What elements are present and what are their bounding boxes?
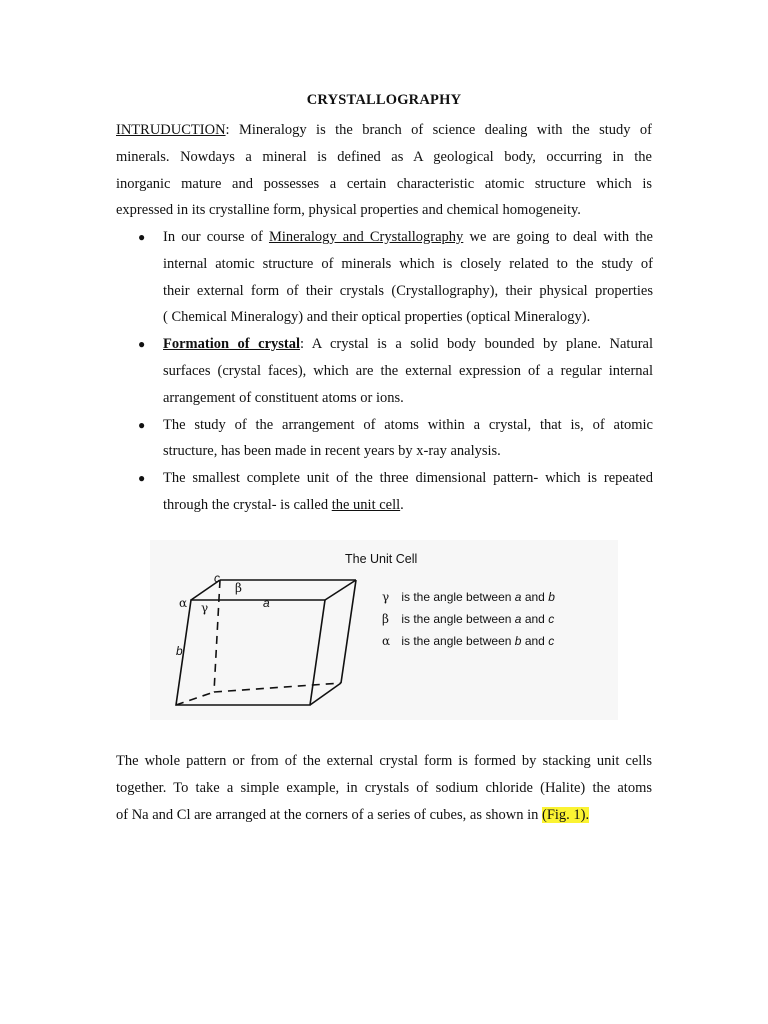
intro-line-1 [116, 117, 652, 144]
intro-line-1-text: : Mineralogy is the branch of science dealing with the study of [225, 122, 652, 138]
legend-symbol: α [382, 634, 391, 648]
closing-line-3 [116, 802, 652, 829]
label-alpha: α [179, 596, 188, 610]
bullet-item-1 [138, 224, 653, 331]
bullet-dot-icon: ● [138, 337, 146, 352]
intro-label: INTRUDUCTION [116, 122, 226, 138]
legend-symbol: β [382, 612, 389, 626]
right-back-edge [341, 580, 356, 683]
bullet-4-line-2 [163, 492, 653, 519]
bullet-1-line-3: their external form of their crystals (Crystallography), their physical properties [163, 282, 653, 299]
bullet-1-pre: In our course of [163, 229, 269, 245]
legend-row-gamma [382, 590, 555, 604]
legend-var-1: a [514, 590, 522, 604]
closing-line-3-text: of Na and Cl are arranged at the corners of a series of cubes, as shown in [116, 806, 542, 823]
label-beta: β [235, 581, 242, 595]
fig-1-reference: (Fig. 1). [541, 806, 590, 823]
bullet-item-3 [138, 412, 653, 466]
intro-paragraph [116, 117, 652, 224]
bullet-4-post: . [400, 496, 404, 513]
closing-line-1: The whole pattern or from of the external crystal form is formed by stacking unit cells [116, 753, 652, 769]
legend-var-2: b [548, 590, 555, 604]
bullet-4-pre: through the crystal- is called [163, 496, 332, 513]
legend-var-2: c [548, 612, 555, 626]
legend-text: is the angle between [401, 590, 512, 604]
legend-text: is the angle between [401, 612, 512, 626]
bullet-2-line-1 [163, 331, 653, 358]
bullet-4-line-1: The smallest complete unit of the three dimensional pattern- which is repeated [163, 470, 653, 487]
unit-cell-link: the unit cell [331, 496, 401, 513]
hidden-vertical-edge [214, 580, 220, 692]
bullet-1-line-4: ( Chemical Mineralogy) and their optical properties (optical Mineralogy). [163, 309, 591, 326]
legend-and: and [524, 590, 545, 604]
unit-cell-diagram [150, 540, 380, 720]
legend-text: is the angle between [401, 634, 512, 648]
mineralogy-link: Mineralogy and Crystallography [268, 229, 464, 245]
intro-line-2: minerals. Nowdays a mineral is defined as A geological body, occurring in the [116, 148, 652, 165]
unit-cell-figure [150, 540, 618, 720]
figure-title: The Unit Cell [345, 552, 418, 566]
bullet-item-4 [138, 465, 653, 519]
bullet-3-line-2: structure, has been made in recent years by x-ray analysis. [163, 443, 501, 460]
intro-line-4: expressed in its crystalline form, physical properties and chemical homogeneity. [116, 202, 581, 219]
hidden-diagonal-edge [176, 692, 214, 705]
hidden-bottom-edge [214, 683, 341, 692]
bullet-2-line-3: arrangement of constituent atoms or ions. [163, 389, 404, 406]
legend-and: and [524, 634, 545, 648]
bullet-1-post: we are going to deal with the [463, 229, 653, 245]
legend-symbol: γ [382, 590, 390, 604]
label-a: a [263, 596, 270, 610]
bullet-3-line-1: The study of the arrangement of atoms within a crystal, that is, of atomic [163, 416, 653, 433]
legend-var-1: b [514, 634, 522, 648]
formation-heading: Formation of crystal [163, 336, 301, 353]
closing-line-2: together. To take a simple example, in crystals of sodium chloride (Halite) the atoms [116, 779, 652, 796]
bullet-2-line-2: surfaces (crystal faces), which are the external expression of a regular internal [163, 362, 653, 379]
label-gamma: γ [201, 601, 209, 615]
bullet-list [138, 224, 653, 519]
bullet-2-post: : A crystal is a solid body bounded by plane. Natural [300, 336, 653, 353]
bullet-dot-icon: ● [138, 471, 146, 486]
legend-row-beta [382, 612, 554, 626]
bullet-dot-icon: ● [138, 417, 146, 432]
legend-var-2: c [548, 634, 555, 648]
legend-var-1: a [514, 612, 522, 626]
top-right-edge [325, 580, 356, 600]
intro-line-3: inorganic mature and possesses a certain characteristic atomic structure which is [116, 175, 652, 192]
bullet-1-line-2: internal atomic structure of minerals which is closely related to the study of [163, 255, 653, 272]
legend-and: and [524, 612, 545, 626]
bullet-item-2 [138, 331, 653, 411]
label-c: c [214, 571, 220, 585]
right-bottom-edge [310, 683, 341, 705]
bullet-1-line-1 [163, 224, 653, 251]
bullet-dot-icon: ● [138, 230, 146, 244]
front-face [176, 600, 325, 705]
label-b: b [176, 644, 183, 658]
legend-row-alpha [382, 634, 554, 648]
closing-paragraph [116, 748, 652, 828]
page-title: CRYSTALLOGRAPHY [306, 92, 462, 108]
